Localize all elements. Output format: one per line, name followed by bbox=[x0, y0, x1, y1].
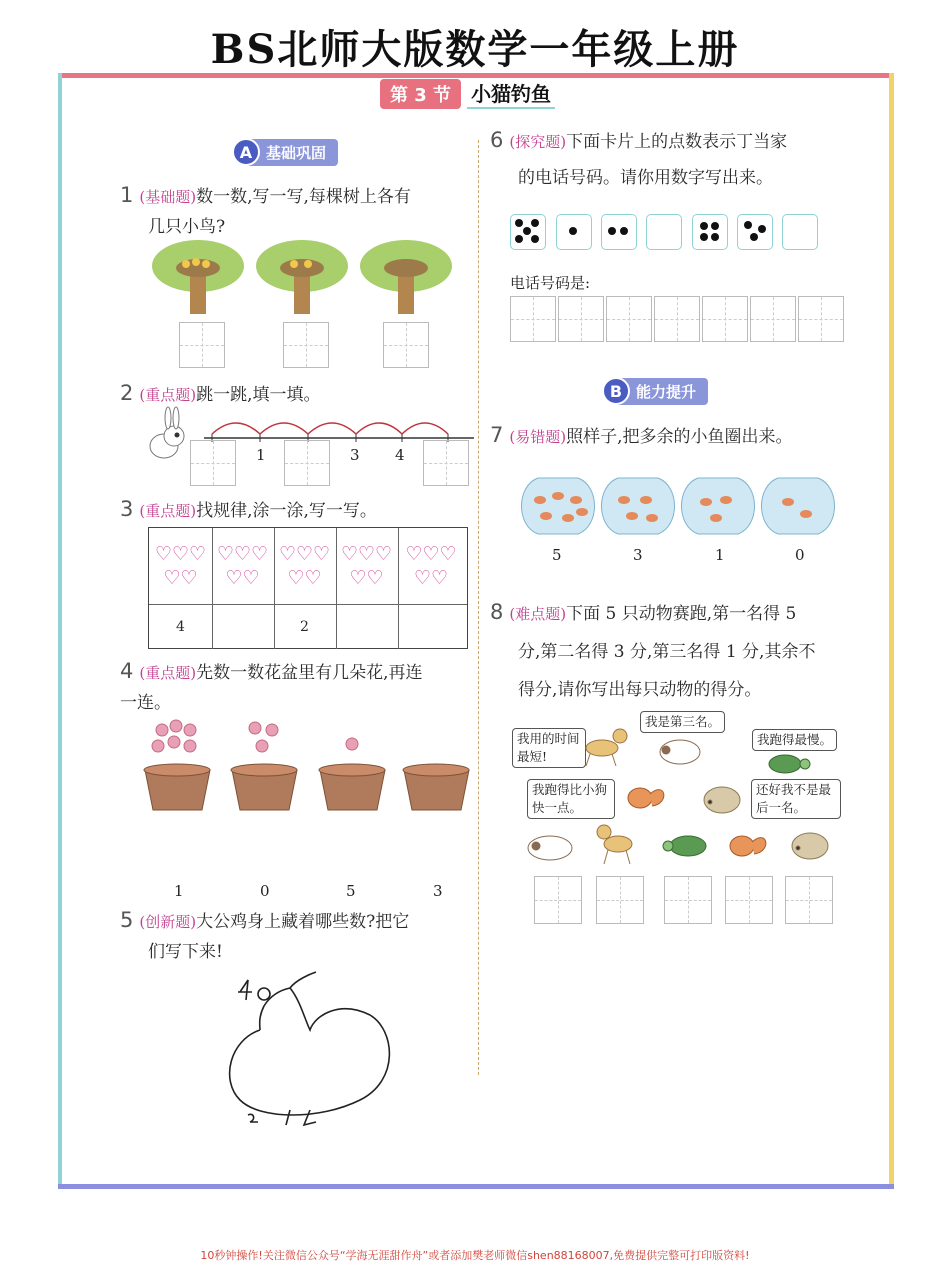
number-label: 0 bbox=[260, 882, 270, 900]
hearts-cell: ♡♡♡ ♡♡ bbox=[273, 528, 337, 604]
turtle-icon bbox=[769, 755, 810, 773]
number-label: 1 bbox=[256, 446, 266, 464]
answer-box[interactable] bbox=[283, 322, 329, 368]
phone-digit-box[interactable] bbox=[510, 296, 556, 342]
score-box[interactable] bbox=[534, 876, 582, 924]
hedgehog-icon bbox=[792, 833, 828, 859]
number-label: 0 bbox=[795, 546, 805, 564]
number-label: 5 bbox=[346, 882, 356, 900]
phone-digit-box[interactable] bbox=[702, 296, 748, 342]
number-label: 3 bbox=[633, 546, 643, 564]
dot-card-5 bbox=[510, 214, 546, 250]
dot-card-4 bbox=[692, 214, 728, 250]
phone-digit-box[interactable] bbox=[558, 296, 604, 342]
hearts-cell: ♡♡♡ ♡♡ bbox=[149, 528, 213, 604]
speech-bubble: 我跑得比小狗快一点。 bbox=[527, 779, 615, 819]
question-1: 1 (基础题)数一数,写一写,每棵树上各有 几只小鸟? bbox=[120, 183, 411, 237]
part-b-badge: B 能力提升 bbox=[602, 377, 708, 405]
question-2: 2 (重点题)跳一跳,填一填。 bbox=[120, 381, 321, 405]
score-box[interactable] bbox=[664, 876, 712, 924]
squirrel-icon bbox=[730, 836, 766, 856]
value-cell[interactable] bbox=[211, 605, 275, 649]
hearts-table bbox=[148, 527, 468, 649]
animals-image bbox=[500, 720, 840, 870]
dot-card-1 bbox=[556, 214, 592, 250]
dot-card-2 bbox=[601, 214, 637, 250]
score-box[interactable] bbox=[785, 876, 833, 924]
answer-box[interactable] bbox=[383, 322, 429, 368]
part-a-badge: A 基础巩固 bbox=[232, 138, 338, 166]
question-4: 4 (重点题)先数一数花盆里有几朵花,再连 一连。 bbox=[120, 659, 423, 713]
speech-bubble: 我是第三名。 bbox=[640, 711, 725, 733]
turtle-icon bbox=[663, 836, 706, 856]
score-box[interactable] bbox=[725, 876, 773, 924]
number-label: 3 bbox=[433, 882, 443, 900]
speech-bubble: 我跑得最慢。 bbox=[752, 729, 837, 751]
answer-box[interactable] bbox=[179, 322, 225, 368]
number-label: 1 bbox=[174, 882, 184, 900]
phone-digit-box[interactable] bbox=[606, 296, 652, 342]
phone-digit-box[interactable] bbox=[750, 296, 796, 342]
answer-box[interactable] bbox=[190, 440, 236, 486]
value-cell[interactable] bbox=[399, 605, 463, 649]
answer-box[interactable] bbox=[284, 440, 330, 486]
fish-bowls-image bbox=[520, 470, 840, 540]
question-8: 8 (难点题)下面 5 只动物赛跑,第一名得 5 分,第二名得 3 分,第三名得 1 分,其余不 得分,请你写出每只动物的得分。 bbox=[490, 600, 816, 700]
hearts-cell: ♡♡♡ ♡♡ bbox=[405, 543, 457, 589]
hedgehog-icon bbox=[704, 787, 740, 813]
question-3: 3 (重点题)找规律,涂一涂,写一写。 bbox=[120, 497, 377, 521]
deer-icon bbox=[597, 825, 632, 864]
squirrel-icon bbox=[628, 788, 664, 808]
answer-box[interactable] bbox=[423, 440, 469, 486]
value-cell[interactable]: 4 bbox=[149, 605, 213, 649]
footer-note: 10秒钟操作!关注微信公众号“学海无涯甜作舟”或者添加樊老师微信shen88168007,免费提供完整可打印版资料! bbox=[200, 1249, 750, 1262]
number-label: 4 bbox=[395, 446, 405, 464]
flower-pots-image bbox=[140, 718, 475, 813]
deer-icon bbox=[586, 729, 627, 766]
phone-digit-box[interactable] bbox=[798, 296, 844, 342]
dog-icon bbox=[660, 740, 700, 764]
phone-digit-box[interactable] bbox=[654, 296, 700, 342]
section-badge: 第 3 节 bbox=[380, 79, 461, 109]
question-5: 5 (创新题)大公鸡身上藏着哪些数?把它 们写下来! bbox=[120, 908, 410, 962]
column-divider bbox=[478, 140, 479, 1075]
trees-with-birds-image bbox=[150, 240, 460, 320]
dot-card-0 bbox=[782, 214, 818, 250]
value-cell[interactable]: 2 bbox=[273, 605, 337, 649]
rooster-drawing bbox=[220, 960, 400, 1130]
hearts-cell: ♡♡♡ ♡♡ bbox=[335, 528, 399, 604]
number-label: 5 bbox=[552, 546, 562, 564]
score-box[interactable] bbox=[596, 876, 644, 924]
page-title: BS北师大版数学一年级上册 bbox=[210, 26, 740, 73]
hearts-cell: ♡♡♡ ♡♡ bbox=[211, 528, 275, 604]
value-cell[interactable] bbox=[335, 605, 399, 649]
dot-card-3 bbox=[737, 214, 773, 250]
section-header bbox=[380, 78, 555, 109]
section-title: 小猫钓鱼 bbox=[467, 78, 555, 109]
dot-card-0 bbox=[646, 214, 682, 250]
number-label: 1 bbox=[715, 546, 725, 564]
phone-label: 电话号码是: bbox=[510, 274, 591, 292]
dog-icon bbox=[528, 836, 572, 860]
speech-bubble: 我用的时间最短! bbox=[512, 728, 586, 768]
number-label: 3 bbox=[350, 446, 360, 464]
question-7: 7 (易错题)照样子,把多余的小鱼圈出来。 bbox=[490, 423, 793, 447]
speech-bubble: 还好我不是最后一名。 bbox=[751, 779, 841, 819]
rabbit-icon bbox=[150, 407, 184, 458]
question-6: 6 (探究题)下面卡片上的点数表示丁当家 的电话号码。请你用数字写出来。 bbox=[490, 128, 788, 188]
